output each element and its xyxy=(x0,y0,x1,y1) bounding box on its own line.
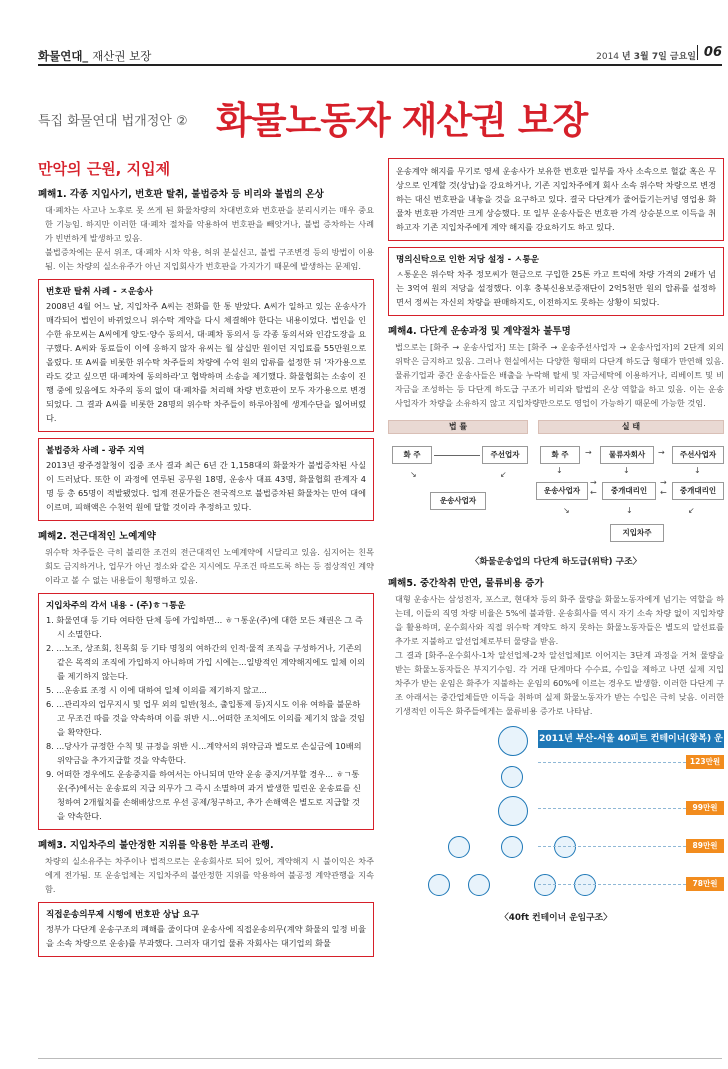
subhead-4: 폐해4. 다단계 운송과정 및 계약절차 불투명 xyxy=(388,326,571,337)
case-box-direct-transport xyxy=(38,902,374,957)
diagram-arrow: → xyxy=(585,448,592,457)
broker-icon xyxy=(501,836,523,858)
diagram-arrow: ↓ xyxy=(556,466,563,475)
diagram-arrow: ↙ xyxy=(688,506,695,515)
case-box-text: 운송계약 해지를 무기로 영세 운송사가 보유한 번호판 일부를 자사 소속으로 헐값 혹은 무상으로 인계할 것(상납)을 강요하거나, 기존 지입차주에게 회사 소속 위수탁 차량으로 변경하는 대신 번호판을 내놓을 것을 요구하고 있다. 결국 다단계가 줄어들기는커녕 영업용 화물차 번호판 가격만 크게 상승했다. 또 일부 운송사들은 번호판 가격 상승분으로 이득을 취하고자 기존 지입차주에게 계약 해지를 강요하기도 하고 있다. xyxy=(396,166,716,232)
fare-bar: 89만원 xyxy=(686,839,724,853)
date-rest: 년 3월 7일 금요일 xyxy=(621,52,696,62)
diagram-arrow: → xyxy=(590,478,597,487)
case-box-title: 번호판 탈취 사례 - ㅈ운송사 xyxy=(46,287,153,297)
section-title: 만악의 근원, 지입제 xyxy=(38,160,171,178)
diagram-arrow: ↘ xyxy=(563,506,570,515)
subhead-5: 폐해5. 중간착취 만연, 물류비용 증가 xyxy=(388,578,544,589)
level-guide xyxy=(538,846,686,847)
case-box-title: 직접운송의무제 시행에 번호판 상납 요구 xyxy=(46,910,200,920)
section-subname: 재산권 보장 xyxy=(92,49,152,63)
date-year: 2014 xyxy=(596,52,620,62)
level-guide xyxy=(538,884,686,885)
diagram-connector xyxy=(434,455,480,456)
case-box-continued xyxy=(388,158,724,241)
subhead-1: 폐해1. 각종 지입사기, 번호판 탈취, 불법증차 등 비리와 불법의 온상 xyxy=(38,189,324,200)
diagram-node: 물류자회사 xyxy=(600,446,654,464)
case-box-pledge xyxy=(38,593,374,830)
diagram-caption: 〈화물운송업의 다단계 하도급(위탁) 구조〉 xyxy=(470,557,642,567)
truck-icon xyxy=(428,874,450,896)
diagram-arrow: ↓ xyxy=(623,466,630,475)
freight-infographic xyxy=(388,726,724,906)
subhead-2: 폐해2. 전근대적인 노예계약 xyxy=(38,531,156,542)
diagram-node: 화 주 xyxy=(540,446,580,464)
fare-bar: 99만원 xyxy=(686,801,724,815)
diagram-arrow: → xyxy=(660,478,667,487)
diagram-node: 중개대리인 xyxy=(602,482,656,500)
diagram-arrow: ↓ xyxy=(694,466,701,475)
broker-icon xyxy=(554,836,576,858)
footer-rule xyxy=(38,1058,722,1059)
paragraph-1: 대·폐차는 사고나 노후로 못 쓰게 된 화물차량의 차대번호와 번호판을 분리시키는 매우 중요한 기능임. 하지만 이러한 대·폐차 절차를 악용하여 번호판을 빼앗거나, 불법 증차하는 사례가 빈번하게 발생하고 있음. xyxy=(45,205,374,243)
paragraph-2: 불법증차에는 문서 위조, 대·폐차 시차 악용, 허위 분실신고, 불법 구조변경 등의 방법이 이용됨. 이는 차량의 실소유주가 아닌 지입회사가 번호판을 가지가기 때문에 발생하는 문제임. xyxy=(45,247,374,271)
feature-title-row xyxy=(38,88,722,142)
case-box-text: 2013년 광주경찰청이 집중 조사 결과 최근 6년 간 1,158대의 화물차가 불법증차된 사실이 드러났다. 또한 이 과정에 연루된 공무원 18명, 운송사 대표 43명, 화물협회 관계자 4명 등 총 65명이 적발됐었다. 업계 전문가들은 전국적으로 불법증차된 화물차는 만여 대에 이르며, 피해액은 수천억 원에 달할 것이라 추정하고 있다. xyxy=(46,460,366,512)
company-icon xyxy=(501,766,523,788)
diagram-node: 중개대리인 xyxy=(672,482,724,500)
level-guide xyxy=(538,808,686,809)
list-item: 9. 어떠한 경우에도 운송중지를 하여서는 아니되며 만약 운송 중지/거부할 경우... ㅎㄱ통운(주)에서는 운송료의 지급 의무가 그 즉시 소멸하며 과거 발생한 밀린운 운송료를 신청하여 2개월치를 손해배상으로 우선 공제/청구하고, 추가 손해액은 별도로 지급할 것을 약속한다. xyxy=(46,769,361,821)
list-item: 1. 화물연대 등 기타 여타한 단체 등에 가입하면... ㅎㄱ통운(주)에 대한 모든 채권은 그 즉시 소멸한다. xyxy=(46,615,363,639)
left-column xyxy=(38,158,374,963)
section-name: 화물연대_ xyxy=(38,49,89,63)
case-box-title: 명의신탁으로 인한 저당 설정 - ㅅ통운 xyxy=(396,255,540,265)
truck-icon xyxy=(574,874,596,896)
feature-headline: 화물노동자 재산권 보장 xyxy=(216,99,588,142)
fare-bar: 78만원 xyxy=(686,877,724,891)
diagram-arrow: ← xyxy=(590,488,597,497)
diagram-arrow: → xyxy=(658,448,665,457)
case-box-illegal-increase xyxy=(38,438,374,521)
ship-icon xyxy=(498,726,528,756)
paragraph-6: 대형 운송사는 삼성전자, 포스코, 현대차 등의 화주 물량을 화물노동자에게 넘기는 역할을 하는데, 이들의 직영 차량 비율은 5%에 불과함. 운송회사를 역시 자기 소속 차량 없이 지입차량을 활용하며, 운수회사와 직접 위수탁 계약도 하지 못하는 화물노동자들은 별도의 알선료를 추가로 지불하고 알선업체로부터 물량을 받음. xyxy=(395,594,724,646)
subhead-3: 폐해3. 지입차주의 불안정한 지위를 악용한 부조리 관행. xyxy=(38,840,274,851)
page-header xyxy=(38,44,722,66)
broker-icon xyxy=(448,836,470,858)
truck-icon xyxy=(534,874,556,896)
case-box-title: 불법증차 사례 - 광주 지역 xyxy=(46,446,145,456)
level-guide xyxy=(538,762,686,763)
case-box-mortgage xyxy=(388,247,724,316)
case-box-text: ㅅ통운은 위수탁 차주 정모씨가 현금으로 구입한 25톤 카고 트럭에 차량 가격의 2배가 넘는 3억여 원의 저당을 설정했다. 이후 충북신용보증재단이 2억5천만 원의 압류를 설정하면서 정씨는 자신의 차량을 판매하지도, 이전하지도 못하는 상황이 되었다. xyxy=(396,269,716,307)
fare-bar: 123만원 xyxy=(686,755,724,769)
diagram-node: 운송사업자 xyxy=(430,492,486,510)
list-item: 6. ...관리자의 업무지시 및 업무 외의 일반(청소, 출입통제 등)지시도 이유 여하를 불문하고 무조건 따를 것을 약속하며 이를 위반 시...어떠한 조치에도 이의를 제기치 않을 것임을 확약한다. xyxy=(46,699,365,737)
paragraph-3: 위수탁 차주들은 극히 불리한 조건의 전근대적인 노예계약에 시달리고 있음. 심지어는 친목회도 금지하거나, 업무가 아닌 정소와 같은 지시에도 무조건 따르도록 하는 등 점상적인 계약이라고 볼 수 없는 내용들이 횡행하고 있음. xyxy=(45,547,374,585)
hub-icon xyxy=(498,796,528,826)
infographic-banner: 2011년 부산-서울 40피트 컨테이너(왕복) 운임 xyxy=(538,730,724,748)
case-box-text: 2008년 4월 어느 날, 지입차주 A씨는 전화를 한 통 받았다. A씨가 일하고 있는 운송사가 매각되어 법인이 바뀌었으니 위수탁 계약을 다시 체결해야 한다는 내용이었다. 법인을 인수한 유모씨는 A씨에게 양도·양수 동의서, 대·폐차 동의서 등 각종 동의서와 인감도장을 요구했다. A씨와 동료들이 이에 응하지 않자 유씨는 월 삼십만 원이던 지입료를 55만원으로 올렸다. 또 A씨를 비롯한 위수탁 차주들의 차량에 수억 원의 압류를 설정한 뒤 '자가용으로라도 갖고 싶으면 대·폐차에 동의하라'고 협박하며 소송을 제기했다. 화물협회는 소송이 진행 중에 있음에도 차주의 동의 없이 대·폐차를 처리해 차량 번호판이 모두 자가용으로 변경되었다. 그 결과 A씨를 비롯한 28명의 위수탁 차주들이 하루아침에 생계수단을 잃어버렸다. xyxy=(46,301,366,423)
diagram-node: 주선사업자 xyxy=(672,446,724,464)
page-number: 06 xyxy=(697,45,722,60)
diagram-arrow: ↓ xyxy=(626,506,633,515)
list-item: 2. ...노조, 상조회, 친목회 등 기타 명칭의 여하간의 인적·물적 조직을 구성하거나, 기존의 같은 목적의 조직에 가입하지 아니하며 가입 시에는...일방적인 계약해지에도 일체 이의를 제기하지 않는다. xyxy=(46,643,366,681)
diagram-arrow: ↘ xyxy=(410,470,417,479)
right-column xyxy=(388,158,724,931)
diagram-node: 운송사업자 xyxy=(536,482,588,500)
list-item: 8. ...당사가 규정한 수칙 및 규정을 위반 시...계약서의 위약금과 별도로 손실금에 10배의 위약금을 추가지급할 것을 약속한다. xyxy=(46,741,362,765)
case-box-title: 지입차주의 각서 내용 - (주)ㅎㄱ통운 xyxy=(46,601,186,611)
paragraph-5: 법으로는 [화주 → 운송사업자] 또는 [화주 → 운송주선사업자 → 운송사업자]의 2단계 외의 위탁은 금지하고 있음. 그러나 현실에서는 다양한 형태의 다단계 하도급 형태가 만연해 있음. 물류기업과 중간 운송사들은 배출을 누락해 탈세 및 자금세탁에 이용하거나, 리베이트 및 비자금을 조성하는 등 다단계 하도급 구조가 비리와 탈법의 온상 역할을 하고 있음. 이는 운송사업자가 차량을 소유하지 않고 지입차량만으로도 영업이 가능하기 때문에 가능한 것임. xyxy=(395,342,724,408)
feature-kicker: 특집 화물연대 법개정안 ② xyxy=(38,114,188,129)
section-label xyxy=(38,48,151,64)
infographic-caption: 〈40ft 컨테이너 운임구조〉 xyxy=(500,913,612,923)
pledge-list xyxy=(46,613,366,823)
diagram-arrow: ↙ xyxy=(500,470,507,479)
diagram-node: 지입차주 xyxy=(610,524,664,542)
subcontract-diagram xyxy=(388,420,724,550)
paragraph-4: 차량의 실소유주는 차주이나 법적으로는 운송회사로 되어 있어, 계약해지 시 불이익은 차주에게 전가됨. 또 운송업체는 지입차주의 불안정한 지위를 악용하여 불공정 계약관행을 지속함. xyxy=(45,856,374,894)
issue-date xyxy=(596,49,696,62)
list-item: 5. ...운송료 조정 시 이에 대하여 일체 이의를 제기하지 않고... xyxy=(46,685,267,695)
case-box-plate-seizure xyxy=(38,279,374,432)
diagram-arrow: ← xyxy=(660,488,667,497)
truck-icon xyxy=(468,874,490,896)
diagram-header-law: 법 률 xyxy=(388,420,528,434)
diagram-header-reality: 실 태 xyxy=(538,420,724,434)
diagram-node: 주선업자 xyxy=(482,446,528,464)
paragraph-7: 그 결과 [화주-운수회사-1차 알선업체-2차 알선업체]로 이어지는 3단계 과정을 거쳐 물량을 받는 화물노동자들은 부지기수임. 각 거래 단계마다 수수료, 수입을 제하고 나면 실제 지입 차주가 받는 운임은 화주가 지불하는 운임의 60%에 이르는 경우도 발생함. 이러한 다단계 구조 아래서는 중간업체들만 이득을 취하며 실제 화물노동자가 받는 수입은 극히 낮음. 이러한 기생적인 이득은 화주들에게는 물류비용 증가로 나타남. xyxy=(395,650,724,716)
case-box-text: 정부가 다단계 운송구조의 폐해를 줄이다며 운송사에 직접운송의무(계약 화물의 일정 비율을 소속 차량으로 운송)를 부과했다. 그러자 대기업 물류 자회사는 대기업의 화물 xyxy=(46,924,366,948)
diagram-node: 화 주 xyxy=(392,446,432,464)
